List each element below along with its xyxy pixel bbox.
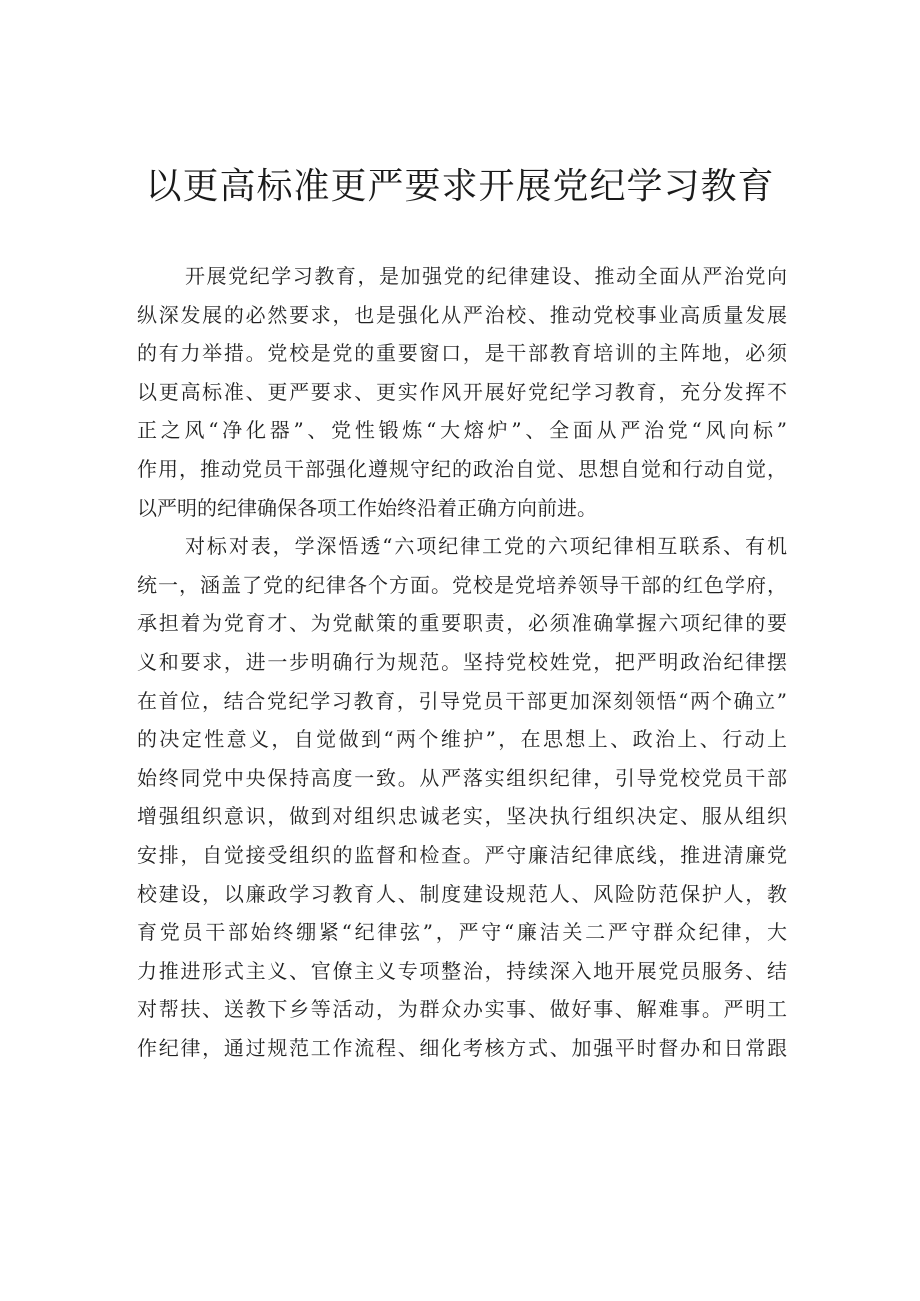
paragraph-2-line-10: 校建设，以廉政学习教育人、制度建设规范人、风险防范保护人，教 (137, 881, 787, 906)
paragraph-1-line-4: 以更高标准、更严要求、更实作风开展好党纪学习教育，充分发挥不 (137, 379, 787, 404)
paragraph-1-line-7: 以严明的纪律确保各项工作始终沿着正确方向前进。 (137, 495, 597, 520)
paragraph-2-line-11: 育党员干部始终绷紧“纪律弦”，严守“廉洁关二严守群众纪律，大 (137, 920, 787, 945)
paragraph-2-line-12: 力推进形式主义、官僚主义专项整治，持续深入地开展党员服务、结 (137, 958, 787, 983)
paragraph-2-line-5: 在首位，结合党纪学习教育，引导党员干部更加深刻领悟“两个确立” (137, 688, 787, 713)
document-title: 以更高标准更严要求开展党纪学习教育 (145, 166, 775, 207)
document-body (137, 257, 787, 1067)
paragraph-1-line-6: 作用，推动党员干部强化遵规守纪的政治自觉、思想自觉和行动自觉， (137, 456, 787, 481)
paragraph-2-line-13: 对帮扶、送教下乡等活动，为群众办实事、做好事、解难事。严明工 (137, 997, 787, 1022)
paragraph-1-line-5: 正之风“净化器”、党性锻炼“大熔炉”、全面从严治党“风向标” (137, 418, 787, 443)
paragraph-2-line-2: 统一，涵盖了党的纪律各个方面。党校是党培养领导干部的红色学府， (137, 572, 787, 597)
paragraph-2-line-6: 的决定性意义，自觉做到“两个维护”，在思想上、政治上、行动上 (137, 727, 787, 752)
paragraph-1-line-3: 的有力举措。党校是党的重要窗口，是干部教育培训的主阵地，必须 (137, 341, 787, 366)
paragraph-1-line-1: 开展党纪学习教育，是加强党的纪律建设、推动全面从严治党向 (185, 264, 787, 288)
paragraph-2-line-3: 承担着为党育才、为党献策的重要职责，必须准确掌握六项纪律的要 (137, 611, 787, 636)
paragraph-1-line-2: 纵深发展的必然要求，也是强化从严治校、推动党校事业高质量发展 (137, 302, 787, 327)
paragraph-2-line-14: 作纪律，通过规范工作流程、细化考核方式、加强平时督办和日常跟 (137, 1035, 787, 1060)
paragraph-2-line-4: 义和要求，进一步明确行为规范。坚持党校姓党，把严明政治纪律摆 (137, 649, 787, 674)
paragraph-2-line-1: 对标对表，学深悟透“六项纪律工党的六项纪律相互联系、有机 (185, 534, 787, 559)
paragraph-2-line-8: 增强组织意识，做到对组织忠诚老实，坚决执行组织决定、服从组织 (137, 804, 787, 829)
paragraph-2-line-7: 始终同党中央保持高度一致。从严落实组织纪律，引导党校党员干部 (137, 765, 787, 790)
paragraph-2-line-9: 安排，自觉接受组织的监督和检查。严守廉洁纪律底线，推进清廉党 (137, 842, 787, 867)
